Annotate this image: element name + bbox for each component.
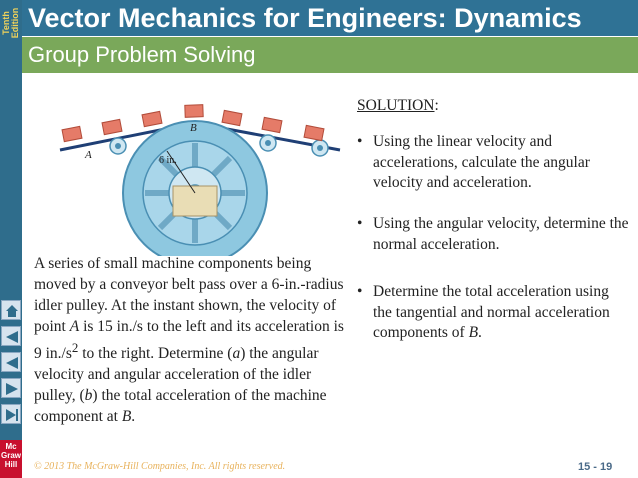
- page-number: 15 - 19: [578, 461, 613, 473]
- solution-step-1: [357, 132, 629, 194]
- page-title: Vector Mechanics for Engineers: Dynamics: [28, 3, 582, 33]
- label-b: B: [190, 122, 197, 134]
- home-icon: [4, 303, 20, 319]
- label-radius: 6 in.: [159, 155, 177, 166]
- back-button[interactable]: [1, 326, 21, 346]
- page-subtitle: Group Problem Solving: [28, 42, 256, 67]
- end-icon: [4, 407, 20, 423]
- solution-step-text: Using the linear velocity and accelerations, calculate the angular velocity and acceleration.: [373, 133, 590, 191]
- prev-button[interactable]: [1, 352, 21, 372]
- solution-step-2: [357, 214, 629, 255]
- edition-line-1: Tenth: [1, 11, 11, 35]
- edition-label: [2, 0, 20, 58]
- solution-step-3: [357, 282, 629, 344]
- sidebar: [0, 0, 22, 478]
- subtitle-bar: [22, 37, 638, 73]
- solution-step-text: Using the angular velocity, determine the normal acceleration.: [373, 215, 629, 253]
- prev-icon: [4, 355, 20, 371]
- pulley-figure: [55, 88, 345, 256]
- problem-statement: A series of small machine components being moved by a conveyor belt pass over a 6-in.-radius idler pulley. At the instant shown, the velocity of point A is 15 in./s to the left and its acceleration is 9 $in./s^2$ to the right. Determine (a) the angular velocity and angular acceleration of the idler pulley, (b) the total acceleration of the machine component at B.: [34, 255, 344, 426]
- solution-step-text: Determine the total acceleration using the tangential and normal acceleration components of B.: [373, 283, 610, 341]
- bullet-marker: •: [357, 215, 363, 232]
- copyright: © 2013 The McGraw-Hill Companies, Inc. All rights reserved.: [34, 461, 286, 472]
- back-icon: [4, 329, 20, 345]
- end-button[interactable]: [1, 404, 21, 424]
- title-bar: [22, 0, 638, 36]
- solution-heading: [357, 97, 439, 115]
- label-a: A: [85, 149, 92, 161]
- next-button[interactable]: [1, 378, 21, 398]
- home-button[interactable]: [1, 300, 21, 320]
- solution-heading-colon: :: [434, 97, 439, 114]
- bullet-marker: •: [357, 133, 363, 150]
- solution-heading-text: SOLUTION: [357, 97, 435, 114]
- bullet-marker: •: [357, 283, 363, 300]
- pulley-support: [173, 186, 217, 216]
- publisher-logo: Mc Graw Hill: [0, 440, 22, 478]
- edition-line-2: Edition: [10, 7, 20, 39]
- next-icon: [4, 381, 20, 397]
